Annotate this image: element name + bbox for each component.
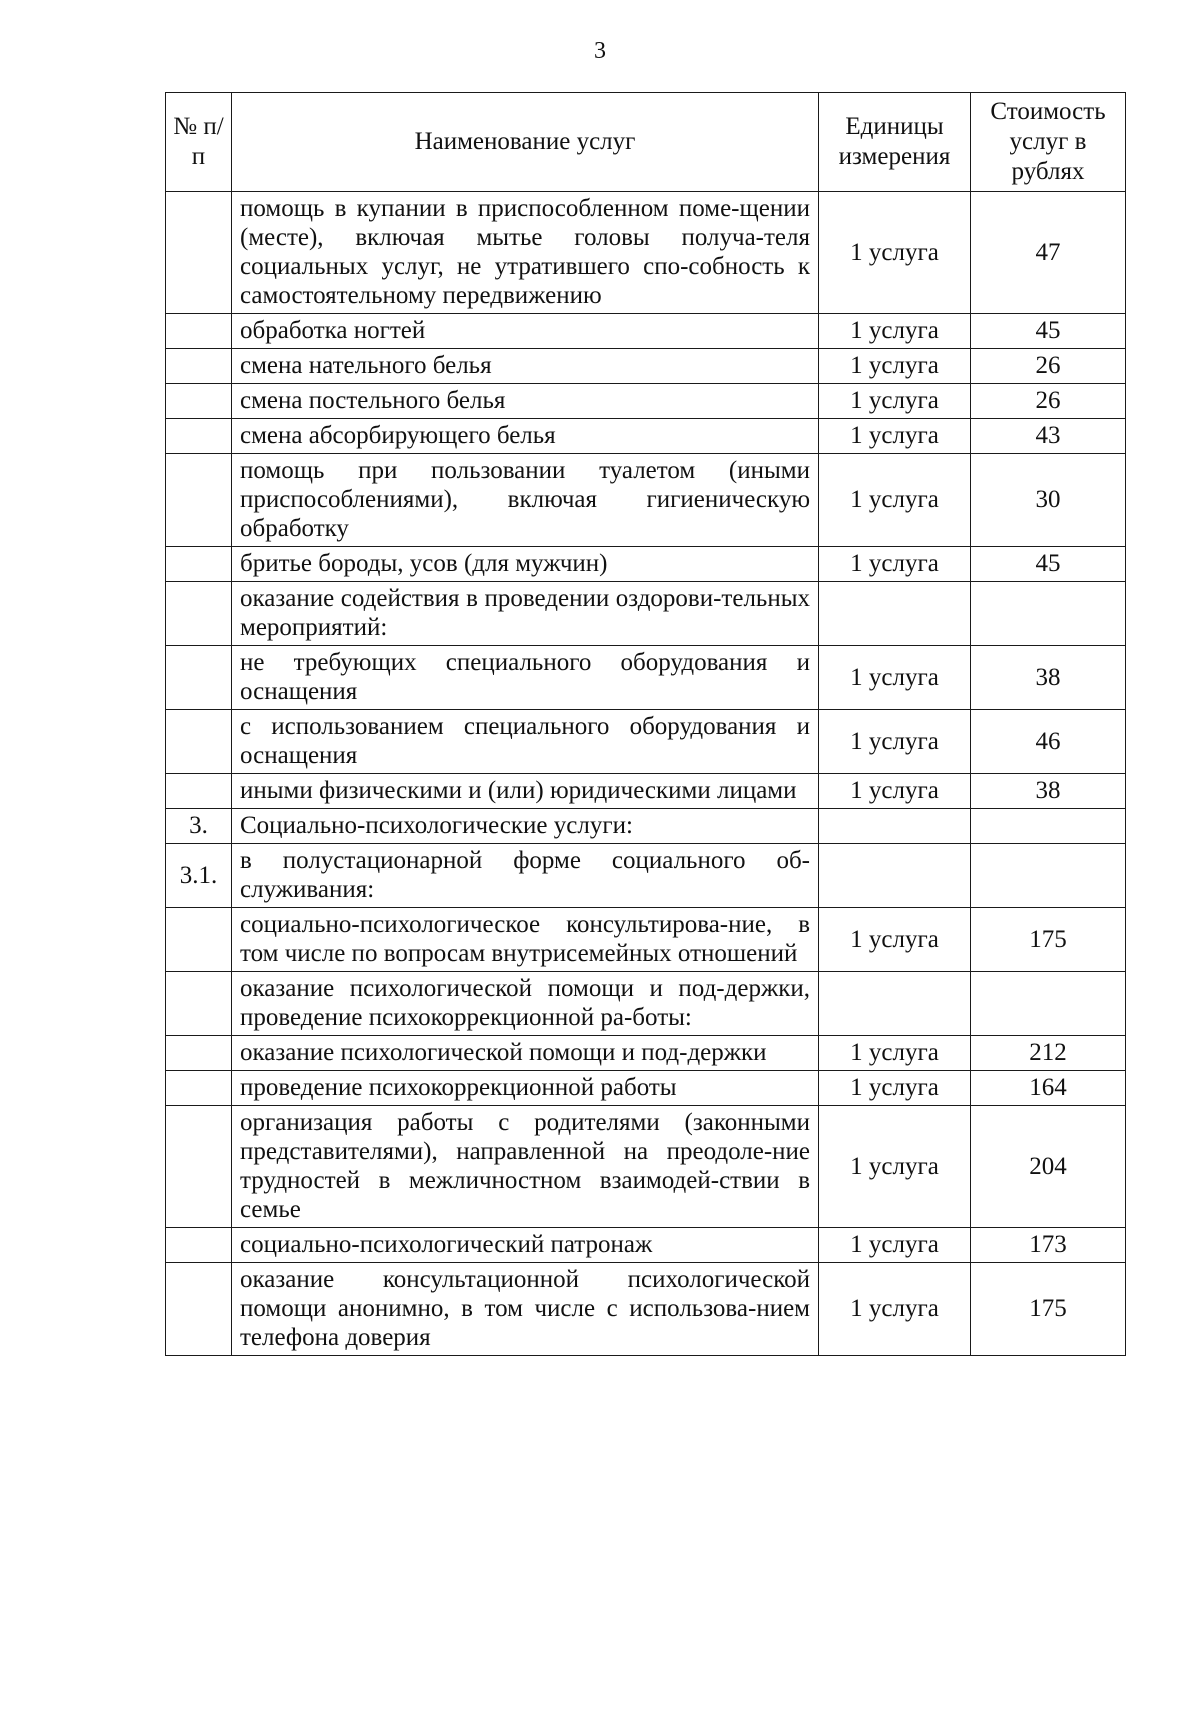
row-number <box>166 908 232 972</box>
table-row <box>166 1071 1126 1106</box>
service-name: социально-психологический патронаж <box>232 1228 819 1263</box>
unit-of-measure: 1 услуга <box>819 314 971 349</box>
service-price: 45 <box>971 547 1126 582</box>
service-price: 38 <box>971 774 1126 809</box>
service-name: бритье бороды, усов (для мужчин) <box>232 547 819 582</box>
unit-of-measure <box>819 809 971 844</box>
row-number <box>166 774 232 809</box>
unit-of-measure: 1 услуга <box>819 710 971 774</box>
service-name: социально-психологическое консультирова-ние, в том числе по вопросам внутрисемейных отношений <box>232 908 819 972</box>
unit-of-measure: 1 услуга <box>819 349 971 384</box>
service-name: в полустационарной форме социального об-служивания: <box>232 844 819 908</box>
service-price: 173 <box>971 1228 1126 1263</box>
header-service-name: Наименование услуг <box>232 93 819 192</box>
row-number <box>166 1263 232 1356</box>
unit-of-measure: 1 услуга <box>819 1071 971 1106</box>
unit-of-measure: 1 услуга <box>819 908 971 972</box>
service-name: организация работы с родителями (законными представителями), направленной на преодоле-ние трудностей в межличностном взаимодей-ствии в семье <box>232 1106 819 1228</box>
unit-of-measure: 1 услуга <box>819 1036 971 1071</box>
unit-of-measure: 1 услуга <box>819 384 971 419</box>
service-price <box>971 809 1126 844</box>
service-name: оказание психологической помощи и под-держки, проведение психокоррекционной ра-боты: <box>232 972 819 1036</box>
table-row <box>166 192 1126 314</box>
row-number <box>166 1036 232 1071</box>
service-price: 164 <box>971 1071 1126 1106</box>
table-row <box>166 809 1126 844</box>
row-number <box>166 1071 232 1106</box>
service-name: с использованием специального оборудования и оснащения <box>232 710 819 774</box>
unit-of-measure: 1 услуга <box>819 454 971 547</box>
table-header-row <box>166 93 1126 192</box>
row-number <box>166 384 232 419</box>
row-number <box>166 1106 232 1228</box>
table-row <box>166 1263 1126 1356</box>
row-number: 3. <box>166 809 232 844</box>
service-price <box>971 582 1126 646</box>
service-name: помощь при пользовании туалетом (иными приспособлениями), включая гигиеническую обработку <box>232 454 819 547</box>
service-name: Социально-психологические услуги: <box>232 809 819 844</box>
service-price: 26 <box>971 349 1126 384</box>
table-row <box>166 774 1126 809</box>
service-price: 43 <box>971 419 1126 454</box>
row-number <box>166 1228 232 1263</box>
unit-of-measure <box>819 972 971 1036</box>
table-row <box>166 1106 1126 1228</box>
service-price: 46 <box>971 710 1126 774</box>
row-number <box>166 972 232 1036</box>
service-price: 175 <box>971 908 1126 972</box>
row-number <box>166 192 232 314</box>
service-price: 45 <box>971 314 1126 349</box>
table-row <box>166 646 1126 710</box>
service-name: смена постельного белья <box>232 384 819 419</box>
service-price: 204 <box>971 1106 1126 1228</box>
unit-of-measure: 1 услуга <box>819 192 971 314</box>
row-number <box>166 314 232 349</box>
service-name: не требующих специального оборудования и оснащения <box>232 646 819 710</box>
unit-of-measure: 1 услуга <box>819 547 971 582</box>
service-name: оказание содействия в проведении оздорови-тельных мероприятий: <box>232 582 819 646</box>
unit-of-measure: 1 услуга <box>819 419 971 454</box>
header-number: № п/п <box>166 93 232 192</box>
table-row <box>166 908 1126 972</box>
unit-of-measure <box>819 582 971 646</box>
table-row <box>166 454 1126 547</box>
row-number <box>166 454 232 547</box>
unit-of-measure: 1 услуга <box>819 774 971 809</box>
service-price: 47 <box>971 192 1126 314</box>
row-number <box>166 419 232 454</box>
service-name: оказание консультационной психологической помощи анонимно, в том числе с использова-нием телефона доверия <box>232 1263 819 1356</box>
row-number <box>166 547 232 582</box>
unit-of-measure <box>819 844 971 908</box>
service-price <box>971 972 1126 1036</box>
services-price-table <box>165 92 1126 1356</box>
table-row <box>166 1036 1126 1071</box>
table-row <box>166 972 1126 1036</box>
service-price: 30 <box>971 454 1126 547</box>
table-body <box>166 192 1126 1356</box>
unit-of-measure: 1 услуга <box>819 646 971 710</box>
table-row <box>166 710 1126 774</box>
unit-of-measure: 1 услуга <box>819 1228 971 1263</box>
row-number <box>166 646 232 710</box>
row-number: 3.1. <box>166 844 232 908</box>
row-number <box>166 582 232 646</box>
service-name: смена абсорбирующего белья <box>232 419 819 454</box>
service-name: проведение психокоррекционной работы <box>232 1071 819 1106</box>
service-name: смена нательного белья <box>232 349 819 384</box>
table-row <box>166 1228 1126 1263</box>
table-row <box>166 582 1126 646</box>
service-price: 26 <box>971 384 1126 419</box>
service-price: 175 <box>971 1263 1126 1356</box>
page-number: 3 <box>594 38 606 64</box>
header-unit: Единицы измерения <box>819 93 971 192</box>
service-price: 212 <box>971 1036 1126 1071</box>
row-number <box>166 349 232 384</box>
service-name: обработка ногтей <box>232 314 819 349</box>
table-row <box>166 384 1126 419</box>
service-name: оказание психологической помощи и под-держки <box>232 1036 819 1071</box>
table-row <box>166 419 1126 454</box>
table-row <box>166 844 1126 908</box>
service-name: помощь в купании в приспособленном поме-щении (месте), включая мытье головы получа-теля социальных услуг, не утратившего спо-собность к самостоятельному передвижению <box>232 192 819 314</box>
unit-of-measure: 1 услуга <box>819 1263 971 1356</box>
table-row <box>166 314 1126 349</box>
service-price: 38 <box>971 646 1126 710</box>
row-number <box>166 710 232 774</box>
service-name: иными физическими и (или) юридическими лицами <box>232 774 819 809</box>
table-row <box>166 547 1126 582</box>
unit-of-measure: 1 услуга <box>819 1106 971 1228</box>
service-price <box>971 844 1126 908</box>
header-price: Стоимость услуг в рублях <box>971 93 1126 192</box>
table-row <box>166 349 1126 384</box>
